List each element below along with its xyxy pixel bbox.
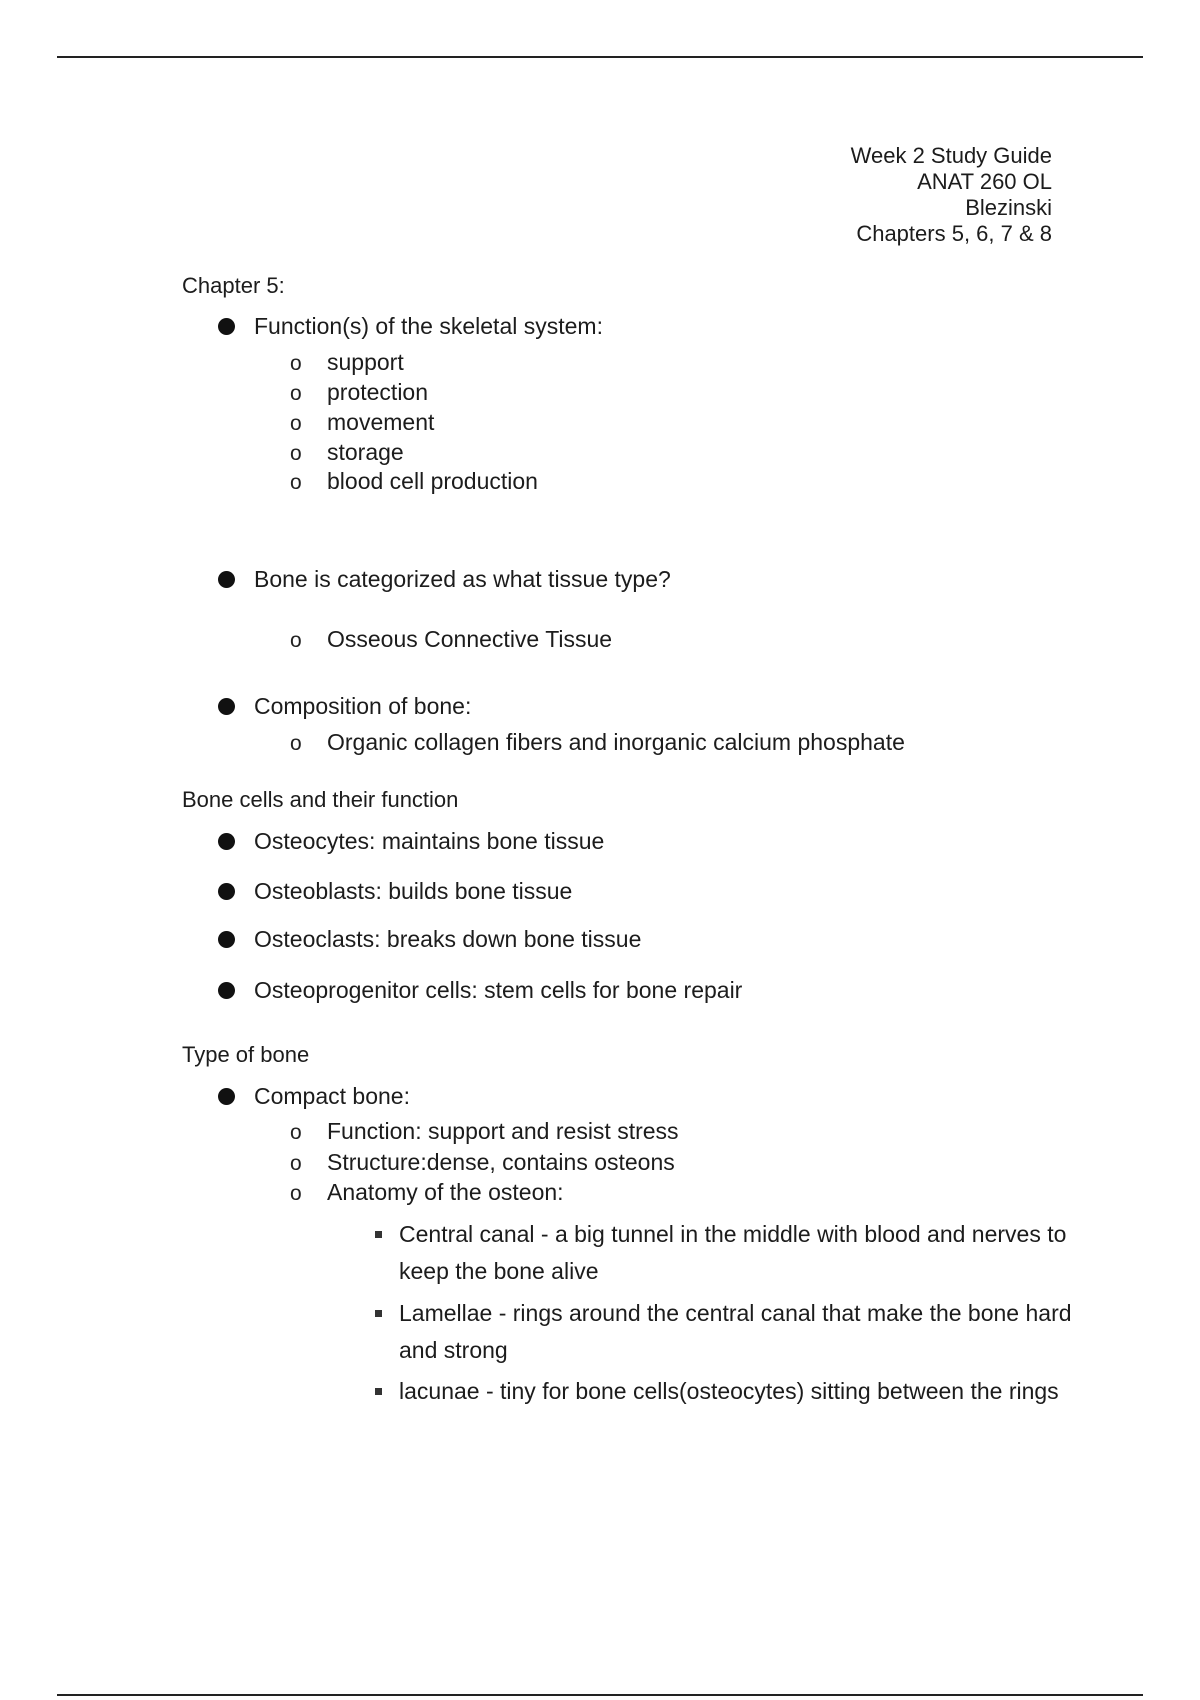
list-item xyxy=(290,728,905,758)
list-item: Osteoblasts: builds bone tissue xyxy=(218,877,572,905)
circle-bullet-icon: o xyxy=(290,471,302,494)
circle-bullet-icon: o xyxy=(290,1182,302,1205)
list-item: o storage xyxy=(290,438,404,468)
list-item: Osteocytes: maintains bone tissue xyxy=(218,827,604,855)
bottom-rule xyxy=(57,1694,1143,1696)
list-item xyxy=(290,625,612,655)
list-item xyxy=(218,565,671,593)
circle-bullet-icon: o xyxy=(290,352,302,375)
top-rule xyxy=(57,56,1143,58)
bullet-dot-icon xyxy=(218,883,235,900)
functions-label: Function(s) of the skeletal system: xyxy=(254,313,603,339)
list-item xyxy=(218,692,471,720)
circle-bullet-icon: o xyxy=(290,382,302,405)
circle-bullet-icon: o xyxy=(290,732,302,755)
square-bullet-icon xyxy=(375,1231,382,1238)
list-item xyxy=(218,1082,410,1110)
header-chapters: Chapters 5, 6, 7 & 8 xyxy=(856,221,1052,246)
circle-bullet-icon: o xyxy=(290,629,302,652)
square-bullet-icon xyxy=(375,1310,382,1317)
bullet-dot-icon xyxy=(218,571,235,588)
bullet-dot-icon xyxy=(218,318,235,335)
list-item: o Function: support and resist stress xyxy=(290,1117,679,1147)
circle-bullet-icon: o xyxy=(290,412,302,435)
list-item: o Structure:dense, contains osteons xyxy=(290,1148,675,1178)
list-item: o Anatomy of the osteon: xyxy=(290,1178,564,1208)
list-item: o blood cell production xyxy=(290,467,538,497)
bone-cells-title: Bone cells and their function xyxy=(182,787,459,812)
composition-answer: Organic collagen fibers and inorganic calcium phosphate xyxy=(327,729,905,755)
list-item: Lamellae - rings around the central canal that make the bone hard and strong xyxy=(372,1295,1072,1369)
tissue-answer: Osseous Connective Tissue xyxy=(327,626,613,652)
header-instructor: Blezinski xyxy=(965,195,1052,220)
list-item: Osteoprogenitor cells: stem cells for bone repair xyxy=(218,976,742,1004)
document-header xyxy=(851,143,1052,247)
bone-types-title: Type of bone xyxy=(182,1042,310,1067)
compact-bone-label: Compact bone: xyxy=(254,1083,410,1109)
list-item: o movement xyxy=(290,408,434,438)
tissue-question: Bone is categorized as what tissue type? xyxy=(254,566,671,592)
circle-bullet-icon: o xyxy=(290,1152,302,1175)
list-item: Central canal - a big tunnel in the middle with blood and nerves to keep the bone alive xyxy=(372,1216,1072,1290)
header-title: Week 2 Study Guide xyxy=(850,143,1052,168)
list-item: lacunae - tiny for bone cells(osteocytes) sitting between the rings xyxy=(372,1373,1072,1410)
list-item: o protection xyxy=(290,378,428,408)
bullet-dot-icon xyxy=(218,1088,235,1105)
list-item: o support xyxy=(290,348,404,378)
list-item: Osteoclasts: breaks down bone tissue xyxy=(218,925,641,953)
composition-label: Composition of bone: xyxy=(254,693,472,719)
square-bullet-icon xyxy=(375,1388,382,1395)
circle-bullet-icon: o xyxy=(290,442,302,465)
bullet-dot-icon xyxy=(218,698,235,715)
bullet-dot-icon xyxy=(218,931,235,948)
circle-bullet-icon: o xyxy=(290,1121,302,1144)
list-item xyxy=(218,312,603,340)
header-course: ANAT 260 OL xyxy=(917,169,1052,194)
chapter-5-title: Chapter 5: xyxy=(182,273,285,298)
bullet-dot-icon xyxy=(218,833,235,850)
bullet-dot-icon xyxy=(218,982,235,999)
